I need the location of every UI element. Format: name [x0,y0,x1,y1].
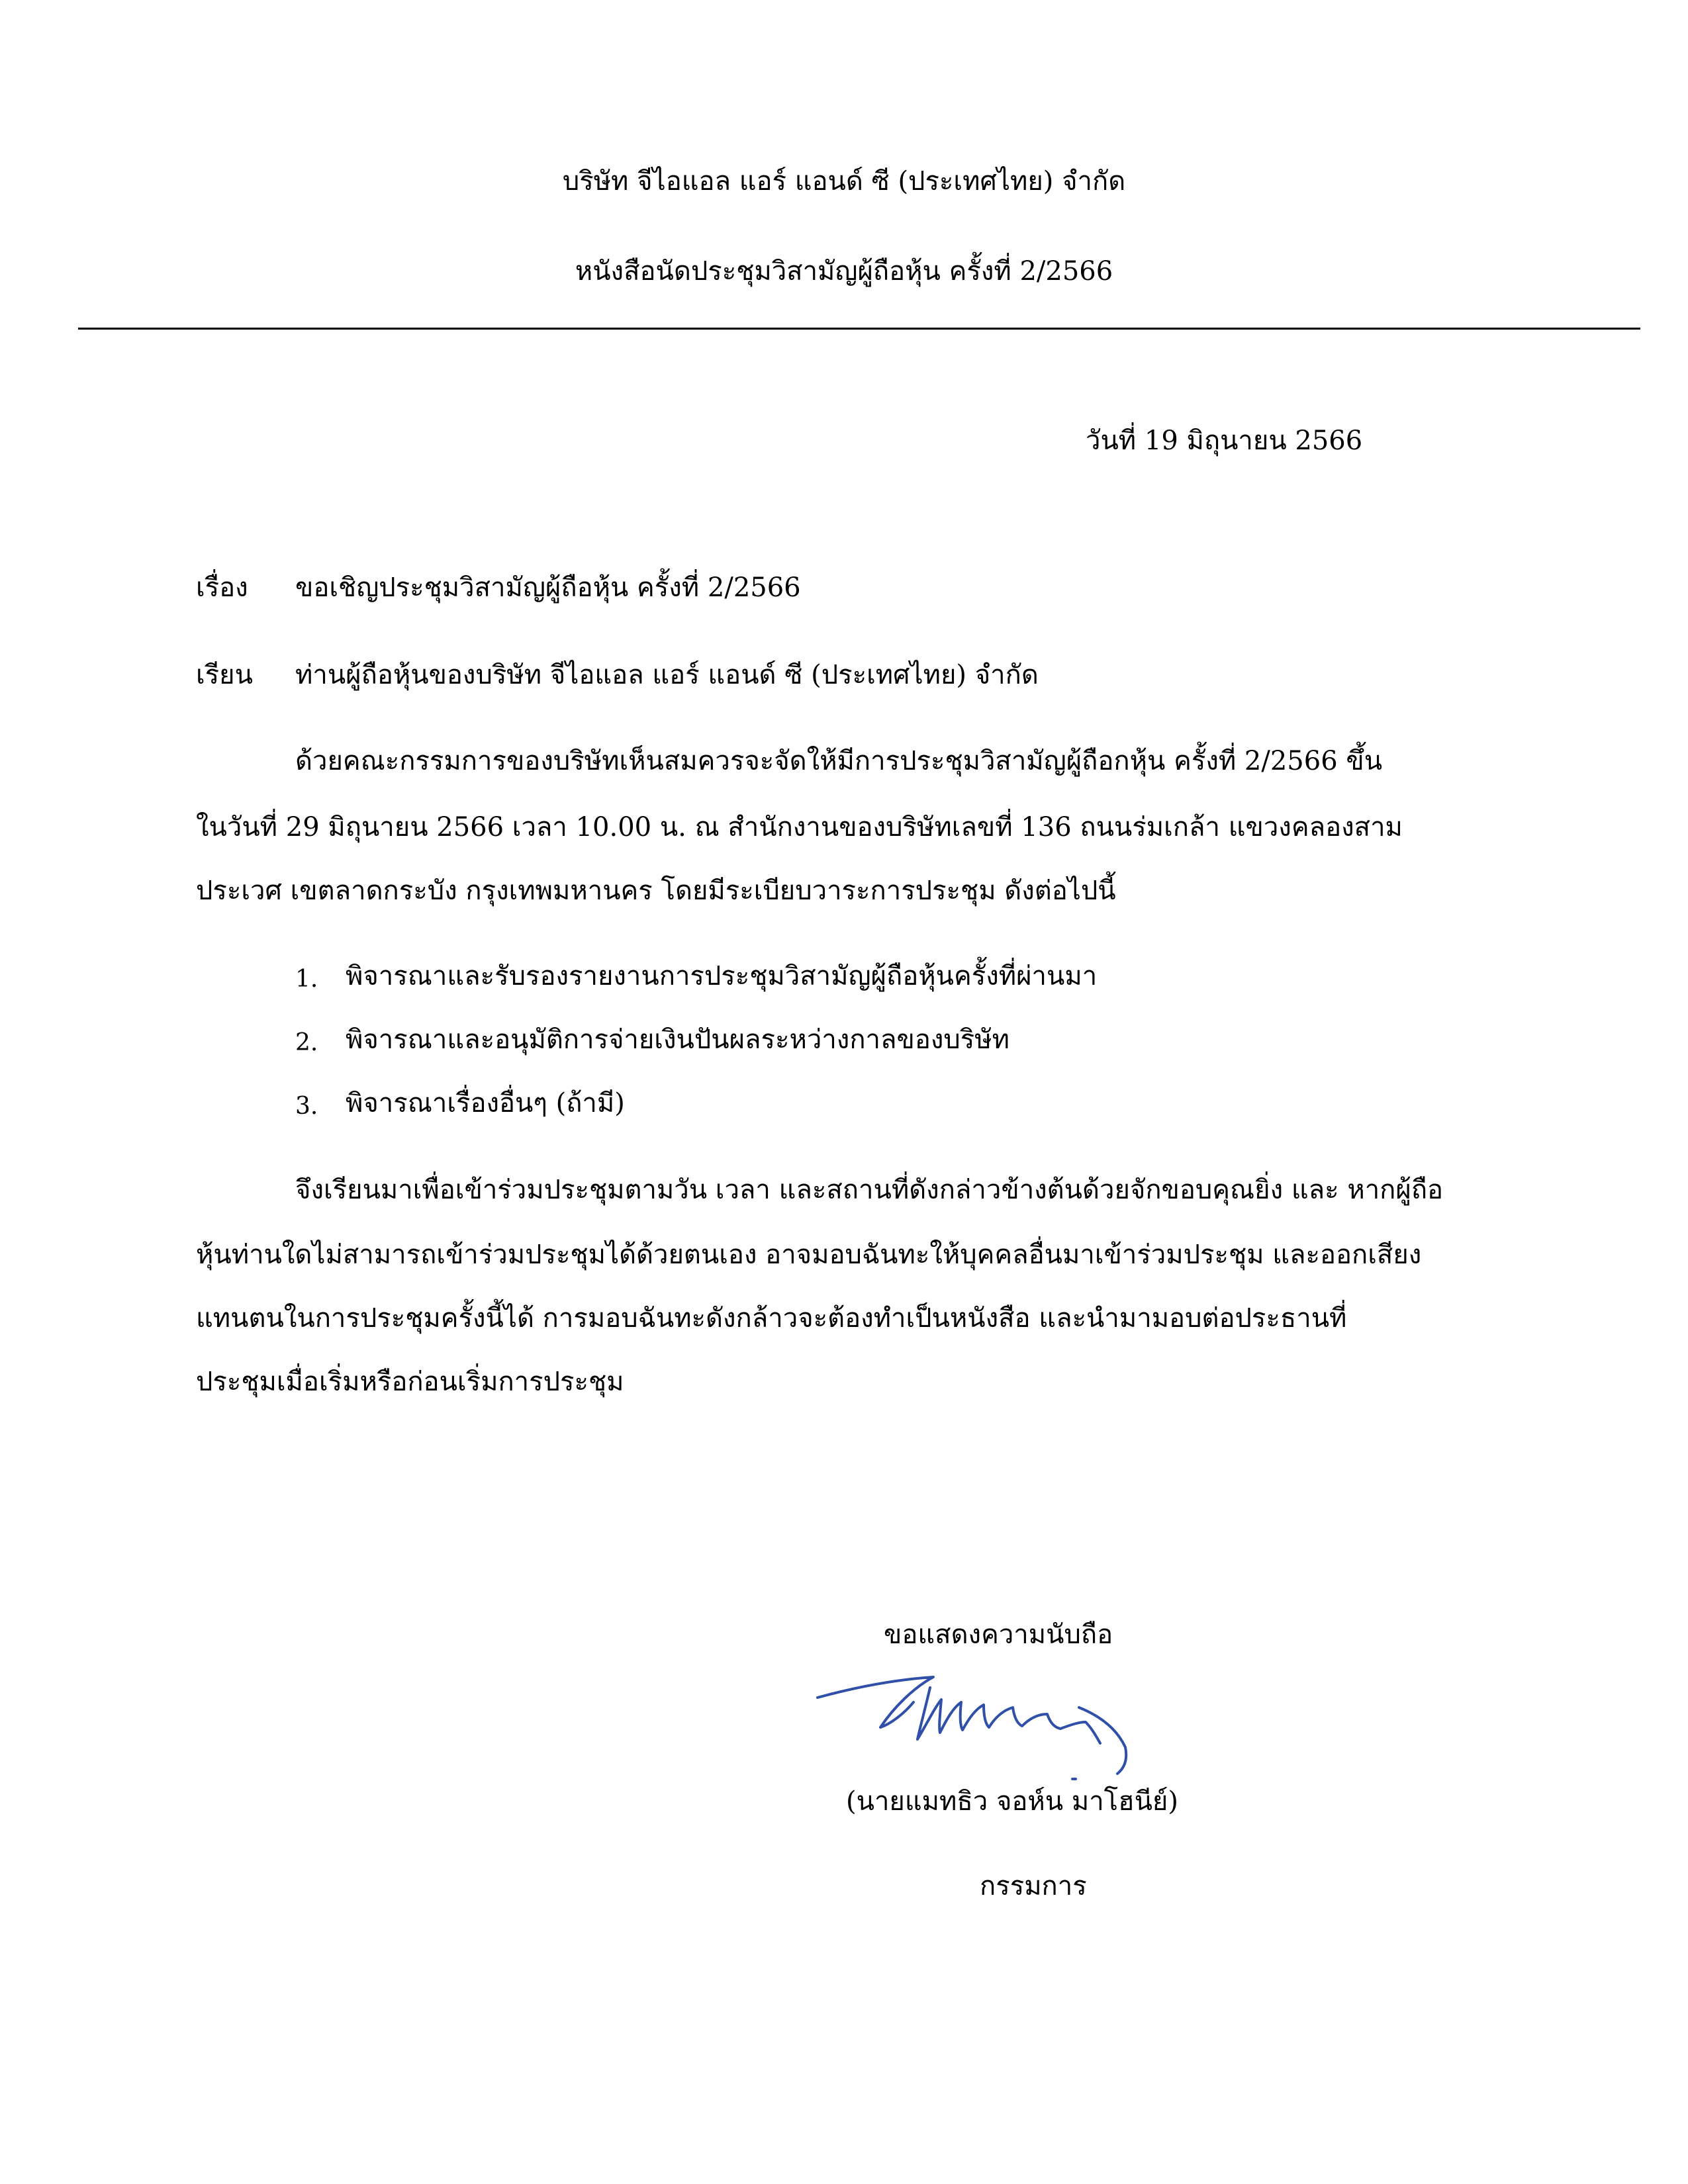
signer-title: กรรมการ [980,1871,1087,1901]
closing-line-3: แทนตนในการประชุมครั้งนี้ได้ การมอบฉันทะดังกล้าวจะต้องทำเป็นหนังสือ และนำมามอบต่อประธานที่ [196,1303,1347,1334]
recipient-label: เรียน [196,660,253,690]
handwritten-signature [814,1661,1185,1794]
header-divider [78,328,1640,330]
closing-line-1: จึงเรียนมาเพื่อเข้าร่วมประชุมตามวัน เวลา และสถานที่ดังกล่าวข้างต้นด้วยจักขอบคุณยิ่ง และ หากผู้ถือ [295,1175,1444,1205]
regards-text: ขอแสดงความนับถือ [884,1619,1113,1650]
notice-title-heading: หนังสือนัดประชุมวิสามัญผู้ถือหุ้น ครั้งที่ 2/2566 [575,256,1113,287]
document-date: วันที่ 19 มิถุนายน 2566 [1086,426,1363,456]
closing-line-4: ประชุมเมื่อเริ่มหรือก่อนเริ่มการประชุม [196,1367,624,1397]
subject-label: เรื่อง [196,572,248,603]
intro-line-2: ในวันที่ 29 มิถุนายน 2566 เวลา 10.00 น. ณ สำนักงานของบริษัทเลขที่ 136 ถนนร่มเกล้า แขวงคลองสาม [196,812,1403,842]
agenda-item-3-number: 3. [295,1093,318,1120]
signer-name: (นายแมทธิว จอห์น มาโฮนีย์) [846,1786,1178,1817]
agenda-item-1-text: พิจารณาและรับรองรายงานการประชุมวิสามัญผู้ถือหุ้นครั้งที่ผ่านมา [346,961,1098,991]
subject-text: ขอเชิญประชุมวิสามัญผู้ถือหุ้น ครั้งที่ 2/2566 [295,572,801,603]
company-name-heading: บริษัท จีไอแอล แอร์ แอนด์ ซี (ประเทศไทย) จำกัด [562,166,1126,197]
closing-line-2: หุ้นท่านใดไม่สามารถเข้าร่วมประชุมได้ด้วยตนเอง อาจมอบฉันทะให้บุคคลอื่นมาเข้าร่วมประชุม และออกเสียง [196,1240,1422,1270]
recipient-text: ท่านผู้ถือหุ้นของบริษัท จีไอแอล แอร์ แอนด์ ซี (ประเทศไทย) จำกัด [295,660,1039,690]
agenda-item-2-number: 2. [295,1029,318,1056]
agenda-item-2-text: พิจารณาและอนุมัติการจ่ายเงินปันผลระหว่างกาลของบริษัท [346,1024,1010,1055]
agenda-item-1-number: 1. [295,966,318,993]
intro-line-1: ด้วยคณะกรรมการของบริษัทเห็นสมควรจะจัดให้มีการประชุมวิสามัญผู้ถือกหุ้น ครั้งที่ 2/2566 ขึ้น [295,746,1383,776]
intro-line-3: ประเวศ เขตลาดกระบัง กรุงเทพมหานคร โดยมีระเบียบวาระการประชุม ดังต่อไปนี้ [196,876,1116,906]
agenda-item-3-text: พิจารณาเรื่องอื่นๆ (ถ้ามี) [346,1088,625,1118]
